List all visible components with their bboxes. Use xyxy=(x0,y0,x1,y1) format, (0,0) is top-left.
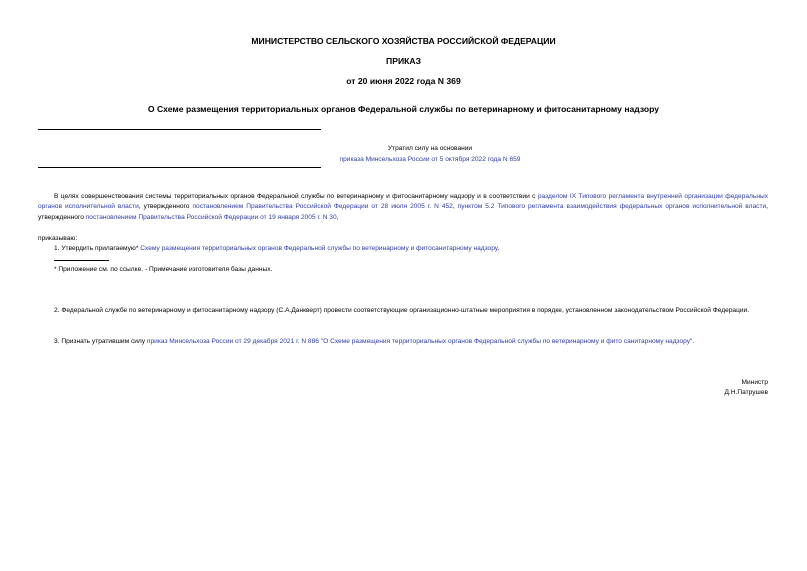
item-1-scheme-link[interactable]: Схему размещения территориальных органов Федеральной службы по ветеринарному и фитосанитарному надзору xyxy=(140,245,498,252)
document-title: О Схеме размещения территориальных органов Федеральной службы по ветеринарному и фитосанитарному надзору xyxy=(147,104,660,114)
preamble-link-regulation-ix[interactable]: разделом IX Типового регламента внутренней организации федеральных органов исполнительной власти xyxy=(38,193,768,211)
doc-type-heading: ПРИКАЗ xyxy=(386,56,421,66)
signature-position: Министр xyxy=(741,379,768,386)
preamble-text-2: , утвержденного xyxy=(138,203,193,211)
footnote: * Приложение см. по ссылке. - Примечание изготовителя базы данных. xyxy=(54,266,273,273)
item-1-end: . xyxy=(497,245,500,252)
item-3-order-886-link[interactable]: приказ Минсельхоза России от 29 декабря 2021 г. N 886 "О Схеме размещения территориальных органов Федеральной службы по ветеринарному и фито санитарному надзору" xyxy=(146,338,693,345)
divider-top xyxy=(38,129,321,130)
preamble-paragraph xyxy=(38,192,768,223)
divider-bottom xyxy=(38,167,321,168)
preamble-link-clause-5-2[interactable]: пунктом 5.2 Типового регламента взаимодействия федеральных органов исполнительной власти xyxy=(457,203,767,211)
status-note-text: Утратил силу на основании xyxy=(387,145,473,152)
order-word: приказываю: xyxy=(38,235,78,242)
status-note-link[interactable]: приказа Минсельхоза России от 5 октября 2022 года N 659 xyxy=(339,156,521,163)
preamble-link-resolution-452[interactable]: постановлением Правительства Российской Федерации от 28 июля 2005 г. N 452 xyxy=(192,203,453,211)
preamble-text-3: , xyxy=(452,203,458,211)
preamble-text-1: В целях совершенствования системы территориальных органов Федеральной службы по ветеринарному и фитосанитарному надзору и в соответствии с xyxy=(54,193,538,200)
item-3-end: . xyxy=(692,338,695,345)
signature-name: Д.Н.Патрушев xyxy=(724,389,768,396)
item-1-text: 1. Утвердить прилагаемую* xyxy=(54,245,141,252)
item-2: 2. Федеральной службе по ветеринарному и фитосанитарному надзору (С.А.Данкверт) провести соответствующие организационно-штатные мероприятия в порядке, установленном законодательством Российской Федерации. xyxy=(54,307,750,314)
preamble-text-4: , утвержденного xyxy=(38,203,768,221)
date-number-heading: от 20 июня 2022 года N 369 xyxy=(346,76,461,86)
item-3-text: 3. Признать утратившим силу xyxy=(54,338,147,345)
preamble-link-resolution-30[interactable]: постановлением Правительства Российской Федерации от 19 января 2005 г. N 30 xyxy=(85,213,337,221)
ministry-heading: МИНИСТЕРСТВО СЕЛЬСКОГО ХОЗЯЙСТВА РОССИЙСКОЙ ФЕДЕРАЦИИ xyxy=(251,36,556,46)
footnote-divider xyxy=(54,260,109,261)
item-3 xyxy=(38,337,768,347)
item-1 xyxy=(38,244,768,254)
preamble-text-5: , xyxy=(336,213,339,221)
